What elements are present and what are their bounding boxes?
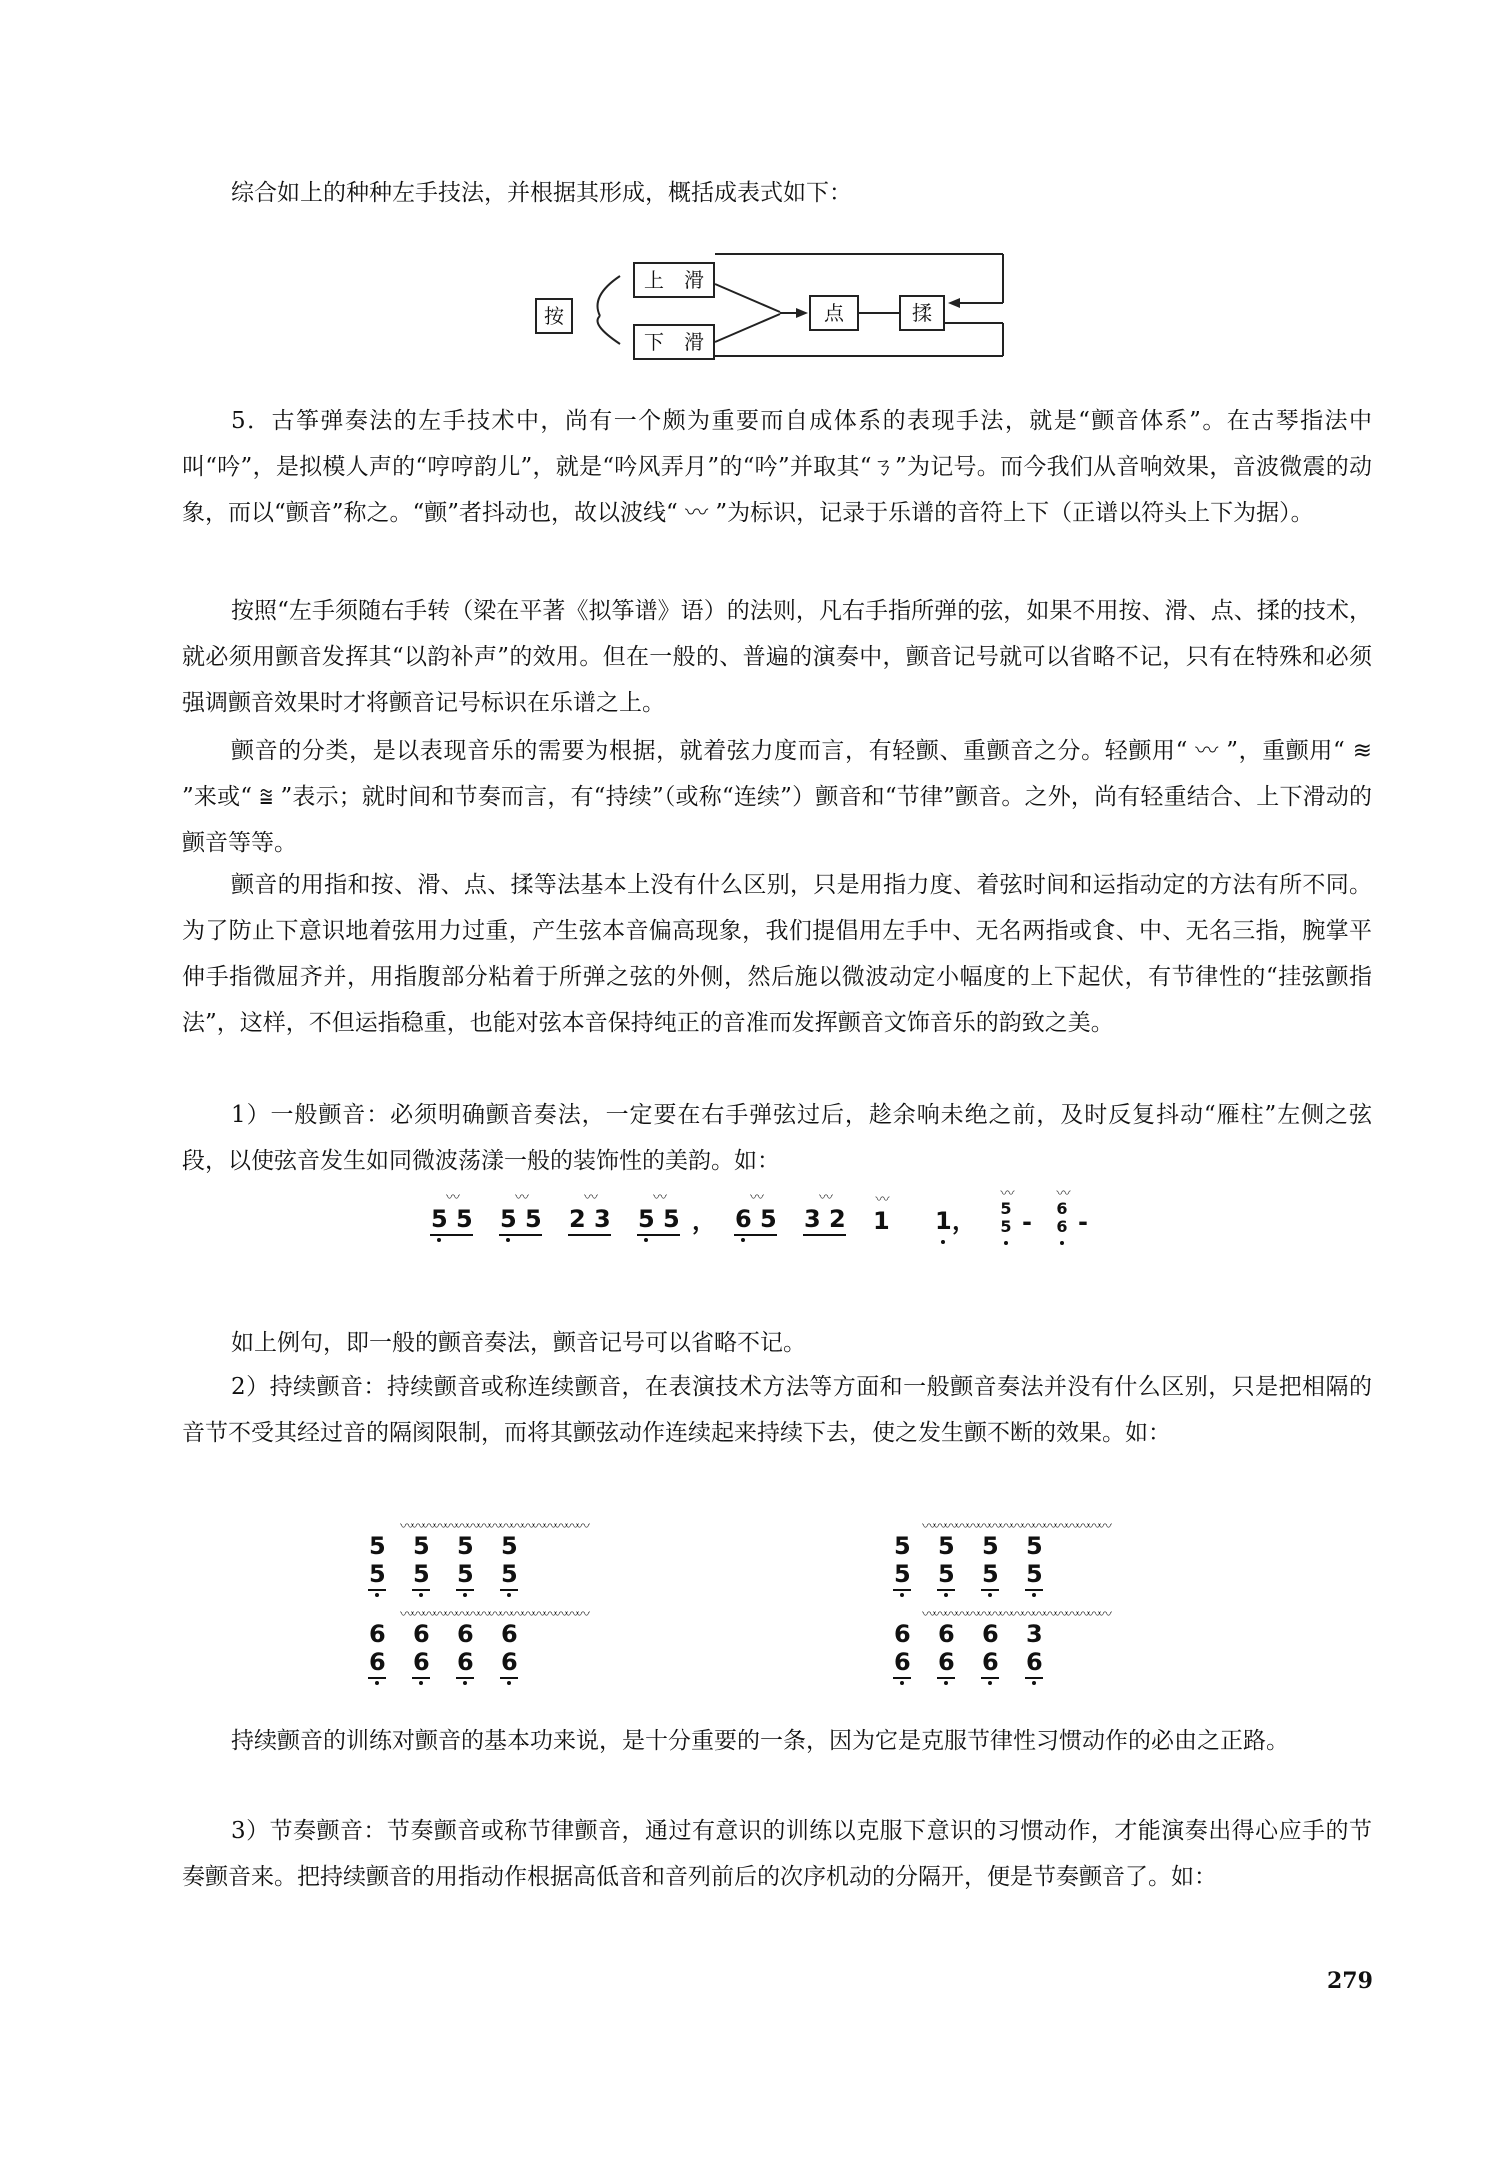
note: 6 6: [982, 1620, 999, 1676]
note: 5: [663, 1205, 680, 1233]
music-row: [368, 1532, 544, 1591]
note-group: [637, 1191, 680, 1236]
stacked-notes: [1054, 1188, 1070, 1236]
note-group: [568, 1191, 611, 1236]
dash: -: [1022, 1208, 1032, 1236]
tremolo-mark: 〰: [446, 1190, 457, 1206]
note-group: [1025, 1620, 1043, 1679]
comma: ，: [692, 1207, 716, 1235]
note-group: [981, 1532, 999, 1591]
note-group: [456, 1532, 474, 1591]
note: 5: [431, 1205, 448, 1233]
note: 6 6: [457, 1620, 474, 1676]
music-example-general: [430, 1188, 1110, 1236]
note: 5: [500, 1205, 517, 1233]
press-box: 按: [535, 298, 573, 334]
note-group: [803, 1191, 846, 1236]
tremolo-mark: 〰: [1056, 1186, 1068, 1202]
paragraph-left-hand-rule: 按照“左手须随右手转（梁在平著《拟筝谱》语）的法则，凡右手指所弹的弦，如果不用按、滑、点、揉的技术，就必须用颤音发挥其“以韵补声”的效用。但在一般的、普遍的演奏中，颤音记号就可以省略不记，只有在特殊和必须强调颤音效果时才将颤音记号标识在乐谱之上。: [182, 598, 1372, 716]
tremolo-mark: 〰: [515, 1190, 526, 1206]
note-group: [500, 1532, 518, 1591]
paragraph-tremolo-system: 5．古筝弹奏法的左手技术中，尚有一个颇为重要而自成体系的表现手法，就是“颤音体系”。在古琴指法中叫“吟”，是拟模人声的“哼哼韵儿”，就是“吟风弄月”的“吟”并取其“ㄋ”为记号。而今我们从音响效果，音波微震的动象，而以“颤音”称之。“颤”者抖动也，故以波线“ 〰 ”为标识，记录于乐谱的音符上下（正谱以符头上下为据）。: [182, 408, 1372, 526]
note: 2: [569, 1205, 586, 1233]
note-group: [412, 1620, 430, 1679]
tremolo-mark: 〰: [653, 1190, 664, 1206]
note: 5 5: [369, 1532, 386, 1588]
paragraph-sustained-tremolo: 2）持续颤音：持续颤音或称连续颤音，在表演技术方法等方面和一般颤音奏法并没有什么区别，只是把相隔的音节不受其经过音的隔阂限制，而将其颤弦动作连续起来持续下去，使之发生颤不断的效果。如：: [182, 1374, 1372, 1446]
tremolo-mark: 〰〰〰〰〰〰〰〰〰〰〰〰〰〰〰〰〰: [922, 1519, 1109, 1535]
page-number: 279: [1327, 1968, 1373, 1994]
after-example-text: 如上例句，即一般的颤音奏法，颤音记号可以省略不记。: [231, 1330, 806, 1356]
note-group: [499, 1191, 542, 1236]
knead-box: 揉: [899, 295, 945, 331]
note: 5 5: [938, 1532, 955, 1588]
note-group: [430, 1191, 473, 1236]
note: 1: [873, 1207, 890, 1235]
tremolo-mark: 〰〰〰〰〰〰〰〰〰〰〰〰〰〰〰〰〰: [400, 1519, 587, 1535]
tremolo-mark: 〰: [584, 1190, 595, 1206]
intro-text: 综合如上的种种左手技法，并根据其形成，概括成表式如下：: [231, 180, 852, 206]
tremolo-mark: 〰: [750, 1190, 761, 1206]
note-group: [368, 1532, 386, 1591]
dash: -: [1077, 1208, 1088, 1236]
slide-up-box: 上 滑: [633, 262, 715, 298]
note-group: [934, 1193, 952, 1236]
tremolo-mark: 〰〰〰〰〰〰〰〰〰〰〰〰〰〰〰〰〰: [922, 1607, 1109, 1623]
music-row: [893, 1620, 1069, 1679]
note: 6 6: [501, 1620, 518, 1676]
dot-box: 点: [809, 295, 859, 331]
stacked-notes: [998, 1188, 1014, 1236]
note-group: [500, 1620, 518, 1679]
paragraph-training: 持续颤音的训练对颤音的基本功来说，是十分重要的一条，因为它是克服节律性习惯动作的必由之正路。: [231, 1728, 1289, 1754]
slide-down-box: 下 滑: [633, 324, 715, 360]
paragraph-tremolo-classification: 颤音的分类，是以表现音乐的需要为根据，就着弦力度而言，有轻颤、重颤音之分。轻颤用“ 〰 ”，重颤用“ ≋ ”来或“ ⩰ ”表示；就时间和节奏而言，有“持续”（或称“连续”）颤音和“节律”颤音。之外，尚有轻重结合、上下滑动的颤音等等。: [182, 738, 1372, 856]
note-group: [893, 1532, 911, 1591]
tremolo-mark: 〰: [1000, 1186, 1012, 1202]
note-group: [1025, 1532, 1043, 1591]
note: 3: [594, 1205, 611, 1233]
note: 5: [760, 1205, 777, 1233]
note: 3: [804, 1205, 821, 1233]
note-group: [937, 1620, 955, 1679]
note: 5 5: [413, 1532, 430, 1588]
tremolo-mark: 〰〰〰〰〰〰〰〰〰〰〰〰〰〰〰〰〰: [400, 1607, 587, 1623]
note: 6: [735, 1205, 752, 1233]
note-group: [872, 1193, 890, 1236]
note-group: [981, 1620, 999, 1679]
note: 5: [456, 1205, 473, 1233]
note-group: [368, 1620, 386, 1679]
music-row: [893, 1532, 1069, 1591]
paragraph-general-tremolo: 1）一般颤音：必须明确颤音奏法，一定要在右手弹弦过后，趁余响未绝之前，及时反复抖动“雁柱”左侧之弦段，以使弦音发生如同微波荡漾一般的装饰性的美韵。如：: [182, 1102, 1372, 1174]
note: 6: [1054, 1218, 1070, 1236]
note: 6 6: [938, 1620, 955, 1676]
note-group: [937, 1532, 955, 1591]
note: 5: [1000, 1199, 1012, 1218]
comma: ，: [952, 1207, 976, 1235]
note: 2: [829, 1205, 846, 1233]
note: 5 5: [457, 1532, 474, 1588]
music-row: [368, 1620, 544, 1679]
note: 5: [638, 1205, 655, 1233]
note: 5 5: [501, 1532, 518, 1588]
paragraph-rhythm-tremolo: 3）节奏颤音：节奏颤音或称节律颤音，通过有意识的训练以克服下意识的习惯动作，才能演奏出得心应手的节奏颤音来。把持续颤音的用指动作根据高低音和音列前后的次序机动的分隔开，便是节奏颤音了。如：: [182, 1818, 1372, 1890]
note: 6 6: [894, 1620, 911, 1676]
note: 6 6: [413, 1620, 430, 1676]
note: 6: [1056, 1199, 1068, 1218]
note: 5 5: [894, 1532, 911, 1588]
note-group: [734, 1191, 777, 1236]
note-group: [412, 1532, 430, 1591]
note: 6 6: [369, 1620, 386, 1676]
note: 5: [525, 1205, 542, 1233]
note: 5 5: [1026, 1532, 1043, 1588]
note-group: [893, 1620, 911, 1679]
note: 5 5: [982, 1532, 999, 1588]
note-group: [456, 1620, 474, 1679]
note: 5: [998, 1218, 1014, 1236]
tremolo-mark: 〰: [875, 1192, 887, 1208]
diagram-lines: [0, 0, 1500, 400]
note: 1: [935, 1207, 952, 1235]
paragraph-tremolo-fingering: 颤音的用指和按、滑、点、揉等法基本上没有什么区别，只是用指力度、着弦时间和运指动定的方法有所不同。为了防止下意识地着弦用力过重，产生弦本音偏高现象，我们提倡用左手中、无名两指或食、中、无名三指，腕掌平伸手指微屈齐并，用指腹部分粘着于所弹之弦的外侧，然后施以微波动定小幅度的上下起伏，有节律性的“挂弦颤指法”，这样，不但运指稳重，也能对弦本音保持纯正的音准而发挥颤音文饰音乐的韵致之美。: [182, 872, 1372, 1036]
note: 3 6: [1026, 1620, 1043, 1676]
tremolo-mark: 〰: [819, 1190, 830, 1206]
